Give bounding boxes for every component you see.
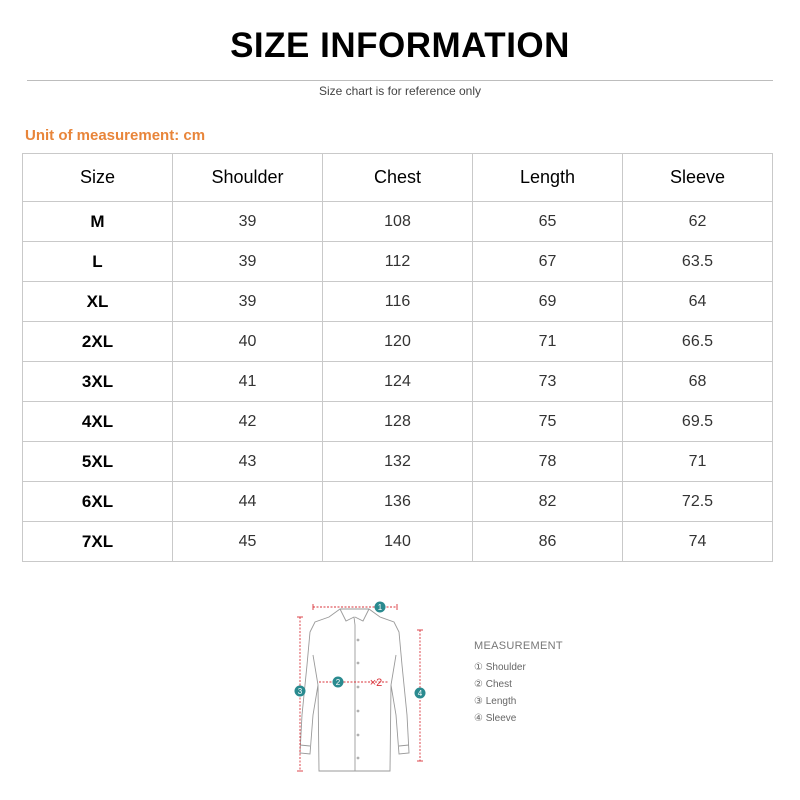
table-row <box>23 402 773 442</box>
header-chest: Chest <box>323 154 473 202</box>
chest-cell: 140 <box>323 522 473 562</box>
header-sleeve: Sleeve <box>623 154 773 202</box>
table-row <box>23 522 773 562</box>
legend-title: MEASUREMENT <box>474 640 563 652</box>
sleeve-cell: 69.5 <box>623 402 773 442</box>
sleeve-cell: 74 <box>623 522 773 562</box>
shoulder-cell: 45 <box>173 522 323 562</box>
header-size: Size <box>23 154 173 202</box>
legend-item-length: ③ Length <box>474 696 517 707</box>
shoulder-cell: 39 <box>173 242 323 282</box>
chest-cell: 112 <box>323 242 473 282</box>
length-cell: 73 <box>473 362 623 402</box>
sleeve-cell: 66.5 <box>623 322 773 362</box>
svg-text:4: 4 <box>417 689 423 698</box>
size-cell: XL <box>23 282 173 322</box>
size-cell: L <box>23 242 173 282</box>
marker-1 <box>375 602 386 613</box>
table-row <box>23 362 773 402</box>
length-cell: 69 <box>473 282 623 322</box>
table-header-row <box>23 154 773 202</box>
table-row <box>23 442 773 482</box>
chest-cell: 120 <box>323 322 473 362</box>
chest-cell: 108 <box>323 202 473 242</box>
shirt-buttons <box>357 639 360 760</box>
size-cell: 6XL <box>23 482 173 522</box>
length-cell: 75 <box>473 402 623 442</box>
length-cell: 86 <box>473 522 623 562</box>
svg-text:2: 2 <box>335 678 341 687</box>
legend-item-shoulder: ① Shoulder <box>474 662 526 673</box>
svg-text:3: 3 <box>297 687 303 696</box>
sleeve-cell: 63.5 <box>623 242 773 282</box>
sleeve-cell: 64 <box>623 282 773 322</box>
length-cell: 67 <box>473 242 623 282</box>
shoulder-cell: 41 <box>173 362 323 402</box>
shoulder-cell: 40 <box>173 322 323 362</box>
chest-multiplier: ×2 <box>369 677 383 689</box>
page-title: SIZE INFORMATION <box>230 26 570 65</box>
table-row <box>23 282 773 322</box>
length-cell: 78 <box>473 442 623 482</box>
svg-text:1: 1 <box>377 603 383 612</box>
size-cell: 7XL <box>23 522 173 562</box>
length-cell: 82 <box>473 482 623 522</box>
sleeve-cell: 71 <box>623 442 773 482</box>
reference-note: Size chart is for reference only <box>318 84 482 98</box>
unit-label: Unit of measurement: cm <box>25 127 206 144</box>
length-cell: 71 <box>473 322 623 362</box>
table-row <box>23 482 773 522</box>
shoulder-cell: 39 <box>173 202 323 242</box>
table-row <box>23 322 773 362</box>
legend-item-sleeve: ④ Sleeve <box>474 713 517 724</box>
size-cell: M <box>23 202 173 242</box>
size-cell: 2XL <box>23 322 173 362</box>
chest-cell: 124 <box>323 362 473 402</box>
table-row <box>23 242 773 282</box>
legend-item-chest: ② Chest <box>474 679 512 690</box>
size-table-body <box>23 202 773 562</box>
chest-cell: 136 <box>323 482 473 522</box>
measurement-legend <box>474 640 563 727</box>
sleeve-cell: 72.5 <box>623 482 773 522</box>
shirt-measurement-diagram <box>285 595 435 780</box>
sleeve-cell: 68 <box>623 362 773 402</box>
size-cell: 4XL <box>23 402 173 442</box>
sleeve-cell: 62 <box>623 202 773 242</box>
marker-3 <box>295 686 306 697</box>
title-divider <box>27 80 773 81</box>
chest-cell: 128 <box>323 402 473 442</box>
marker-2 <box>333 677 344 688</box>
shoulder-cell: 44 <box>173 482 323 522</box>
shirt-outline <box>297 609 409 771</box>
table-row <box>23 202 773 242</box>
length-cell: 65 <box>473 202 623 242</box>
size-cell: 5XL <box>23 442 173 482</box>
size-table <box>22 153 773 562</box>
chest-cell: 132 <box>323 442 473 482</box>
header-length: Length <box>473 154 623 202</box>
marker-4 <box>415 688 426 699</box>
header-shoulder: Shoulder <box>173 154 323 202</box>
chest-cell: 116 <box>323 282 473 322</box>
shoulder-cell: 39 <box>173 282 323 322</box>
size-cell: 3XL <box>23 362 173 402</box>
shoulder-cell: 43 <box>173 442 323 482</box>
shoulder-cell: 42 <box>173 402 323 442</box>
